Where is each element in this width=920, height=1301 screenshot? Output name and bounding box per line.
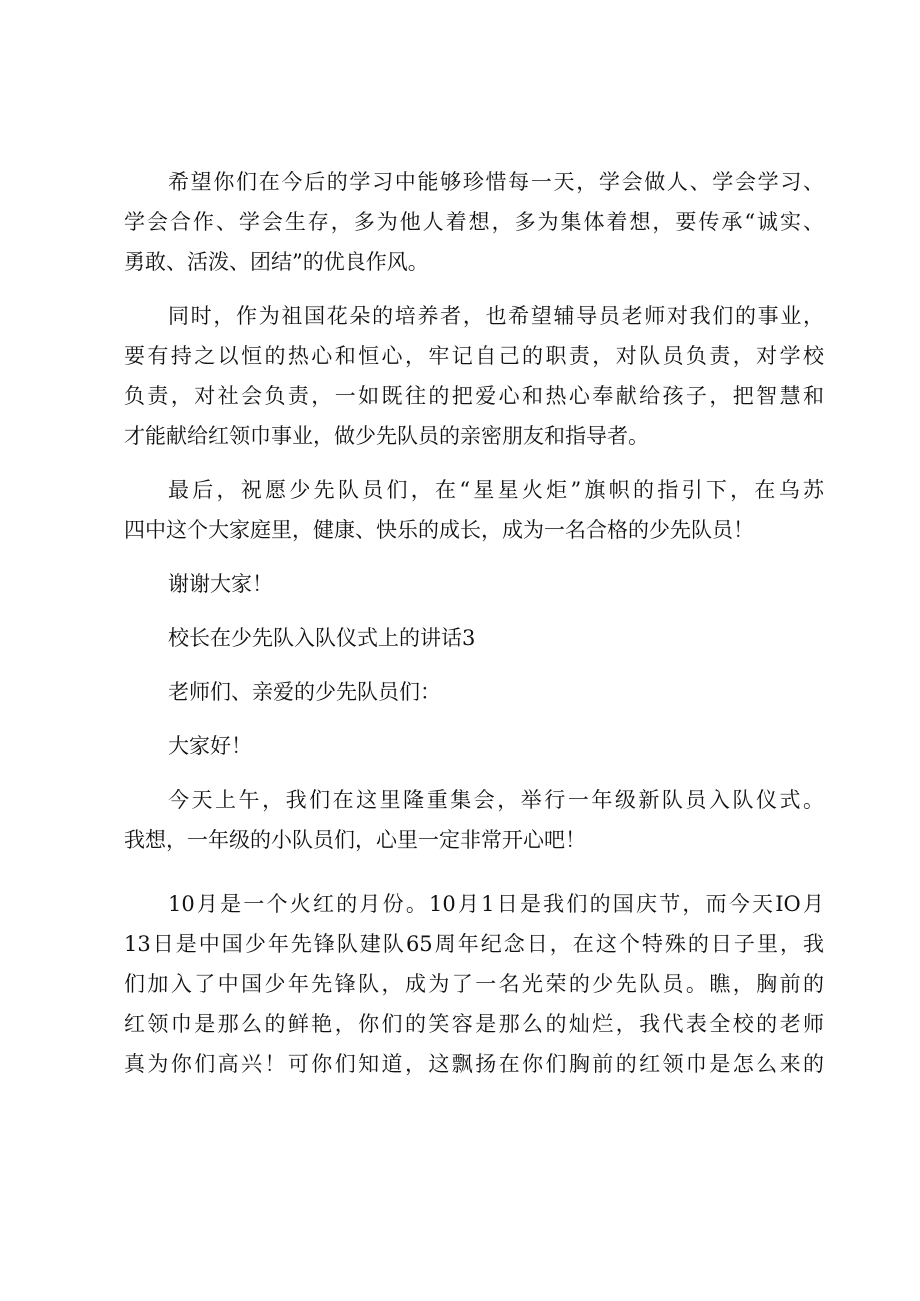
- text-line: 今天上午，我们在这里隆重集会，举行一年级新队员入队仪式。: [168, 788, 824, 812]
- paragraph-gap: [124, 456, 824, 470]
- text-line: 红领巾是那么的鲜艳，你们的笑容是那么的灿烂，我代表全校的老师: [124, 1012, 824, 1036]
- paragraph-gap: [124, 712, 824, 726]
- text-line: 最后，祝愿少先队员们，在“星星火炬”旗帜的指引下，在乌苏: [168, 478, 824, 502]
- paragraph-4: [124, 564, 824, 604]
- text-line: 老师们、亲爱的少先队员们：: [168, 680, 441, 704]
- paragraph-6: [124, 884, 824, 1084]
- document-body: [124, 162, 824, 1084]
- paragraph-gap: [124, 604, 824, 618]
- text-line: 希望你们在今后的学习中能够珍惜每一天，学会做人、学会学习、: [168, 170, 824, 194]
- text-line: 四中这个大家庭里，健康、快乐的成长，成为一名合格的少先队员！: [124, 518, 754, 542]
- text-line: 要有持之以恒的热心和恒心，牢记自己的职责，对队员负责，对学校: [124, 344, 824, 368]
- section-title: 校长在少先队入队仪式上的讲话3: [168, 626, 476, 650]
- text-line: 10月是一个火红的月份。10月1日是我们的国庆节，而今天IO月: [168, 892, 824, 916]
- paragraph-5: [124, 780, 824, 860]
- text-line: 真为你们高兴！可你们知道，这飘扬在你们胸前的红领巾是怎么来的: [124, 1052, 824, 1076]
- paragraph-gap: [124, 860, 824, 884]
- text-line: 13日是中国少年先锋队建队65周年纪念日，在这个特殊的日子里，我: [124, 932, 824, 956]
- text-line: 们加入了中国少年先锋队，成为了一名光荣的少先队员。瞧，胸前的: [124, 972, 824, 996]
- paragraph-1: [124, 162, 824, 282]
- paragraph-salutation: [124, 672, 824, 712]
- text-line: 负责，对社会负责，一如既往的把爱心和热心奉献给孩子，把智慧和: [124, 384, 824, 408]
- paragraph-gap: [124, 658, 824, 672]
- text-line: 同时，作为祖国花朵的培养者，也希望辅导员老师对我们的事业，: [168, 304, 824, 328]
- text-line: 学会合作、学会生存，多为他人着想，多为集体着想，要传承“诚实、: [124, 210, 824, 234]
- paragraph-greeting: [124, 726, 824, 766]
- paragraph-3: [124, 470, 824, 550]
- text-line: 谢谢大家！: [168, 572, 273, 596]
- text-line: 勇敢、活泼、团结”的优良作风。: [124, 250, 429, 274]
- text-line: 才能献给红领巾事业，做少先队员的亲密朋友和指导者。: [124, 424, 649, 448]
- paragraph-gap: [124, 282, 824, 296]
- text-line: 大家好！: [168, 734, 252, 758]
- paragraph-gap: [124, 766, 824, 780]
- paragraph-gap: [124, 550, 824, 564]
- text-line: 我想，一年级的小队员们，心里一定非常开心吧！: [124, 828, 586, 852]
- section-heading: [124, 618, 824, 658]
- paragraph-2: [124, 296, 824, 456]
